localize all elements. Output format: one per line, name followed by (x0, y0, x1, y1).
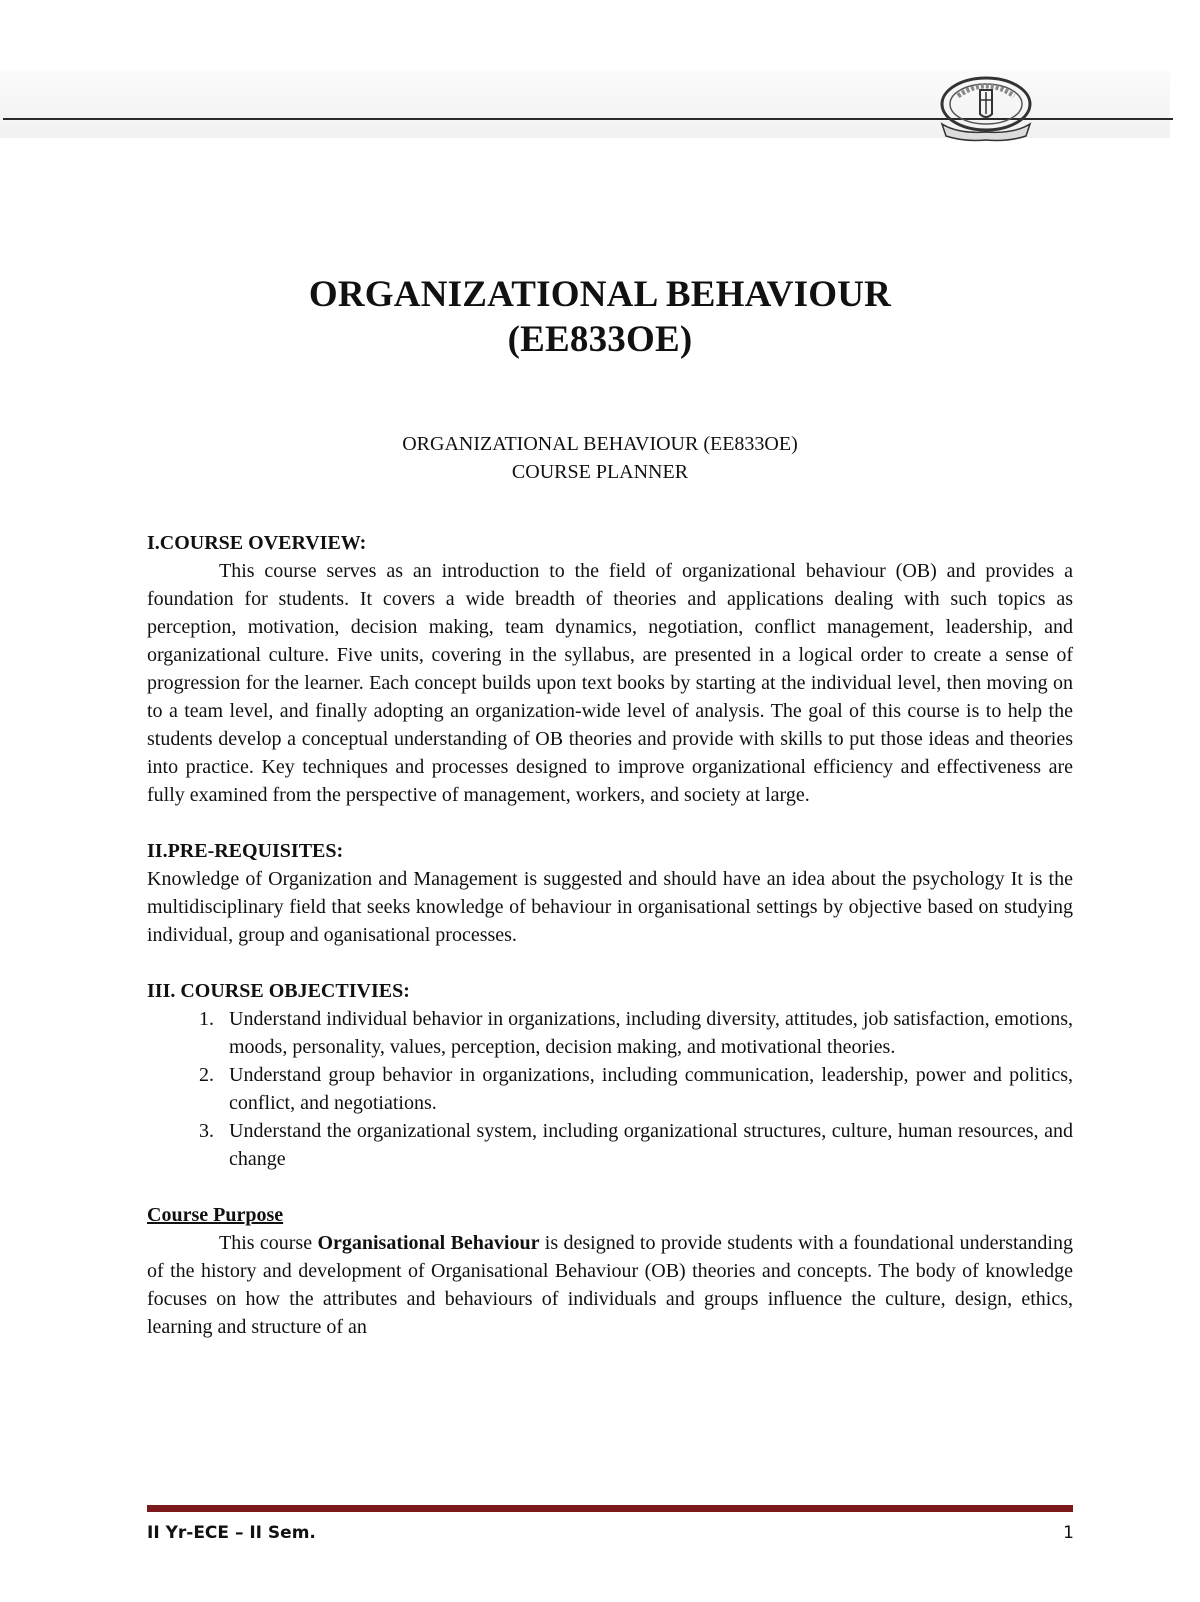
purpose-text-rest: is designed to provide students with a foundational understanding of the history and development of Organisational Behaviour (OB) theories and concepts. The body of knowledge focuses on how the attributes and behaviours of individuals and groups influence the culture, design, ethics, learning and structure of an (147, 1232, 1073, 1338)
list-item: 1. Understand individual behavior in organizations, including diversity, attitudes, job satisfaction, emotions, moods, personality, values, perception, decision making, and motivational theories. (219, 1005, 1073, 1061)
planner-course-heading: ORGANIZATIONAL BEHAVIOUR (EE833OE) (402, 433, 798, 455)
prerequisites-heading: II.PRE-REQUISITES: (147, 840, 344, 862)
page-number: 1 (1063, 1523, 1074, 1543)
footer-rule (147, 1505, 1073, 1512)
institution-seal-logo (928, 74, 1044, 144)
document-title: ORGANIZATIONAL BEHAVIOUR (308, 274, 892, 315)
purpose-text-start: This course (219, 1232, 318, 1254)
overview-heading: I.COURSE OVERVIEW: (147, 532, 367, 554)
objectives-heading: III. COURSE OBJECTIVIES: (147, 980, 410, 1002)
overview-paragraph: This course serves as an introduction to the field of organizational behaviour (OB) and provides a foundation for students. It covers a wide breadth of theories and applications dealing with such topics as perception, motivation, decision making, team dynamics, negotiation, conflict management, leadership, and organizational culture. Five units, covering in the syllabus, are presented in a logical order to create a sense of progression for the learner. Each concept builds upon text books by starting at the individual level, then moving on to a team level, and finally adopting an organization-wide level of analysis. The goal of this course is to help the students develop a conceptual understanding of OB theories and provide with skills to put those ideas and theories into practice. Key techniques and processes designed to improve organizational efficiency and effectiveness are fully examined from the perspective of management, workers, and society at large. (147, 560, 1073, 806)
course-purpose-heading: Course Purpose (147, 1204, 284, 1226)
footer-course-label: II Yr-ECE – II Sem. (147, 1523, 316, 1543)
objectives-list (147, 1005, 1073, 1173)
course-code-title: (EE833OE) (507, 319, 693, 360)
course-purpose-paragraph (147, 1229, 1073, 1341)
purpose-course-name: Organisational Behaviour (317, 1232, 540, 1254)
document-body (147, 529, 1073, 1341)
list-item: 3. Understand the organizational system, including organizational structures, culture, human resources, and change (219, 1117, 1073, 1173)
planner-heading: COURSE PLANNER (511, 461, 689, 483)
prerequisites-paragraph: Knowledge of Organization and Management is suggested and should have an idea about the psychology It is the multidisciplinary field that seeks knowledge of behaviour in organisational settings by objective based on studying individual, group and oganisational processes. (147, 868, 1073, 946)
list-item: 2. Understand group behavior in organizations, including communication, leadership, power and politics, conflict, and negotiations. (219, 1061, 1073, 1117)
